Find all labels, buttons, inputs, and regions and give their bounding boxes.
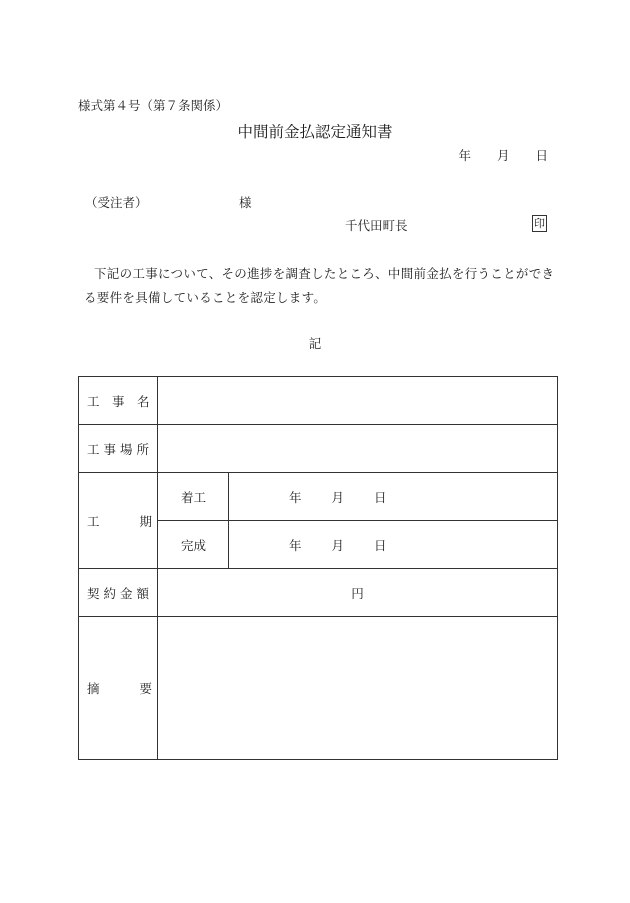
project-name-label: 工 事 名 — [79, 377, 158, 425]
table-row-project-site — [79, 425, 558, 473]
completion-day: 日 — [374, 537, 387, 553]
seal-stamp: 印 — [534, 217, 545, 230]
details-table — [78, 376, 558, 760]
start-date-field[interactable] — [229, 473, 558, 521]
issue-date-line — [458, 146, 548, 164]
start-day: 日 — [374, 489, 387, 505]
summary-label-2: 要 — [139, 681, 153, 696]
completion-date-field[interactable] — [229, 521, 558, 569]
project-site-label: 工事場所 — [79, 425, 158, 473]
ki-heading: 記 — [308, 336, 322, 351]
summary-label — [79, 617, 158, 760]
completion-year: 年 — [289, 537, 302, 553]
summary-label-1: 摘 — [87, 681, 100, 696]
recipient-label: （受注者） — [85, 195, 148, 210]
table-row-summary — [79, 617, 558, 760]
date-month-label: 月 — [496, 148, 510, 163]
table-row-start — [79, 473, 558, 521]
project-name-field[interactable] — [158, 377, 558, 425]
table-row-contract-amount — [79, 569, 558, 617]
period-label — [79, 473, 158, 569]
yen-unit: 円 — [351, 585, 364, 601]
form-number: 様式第４号（第７条関係） — [78, 98, 229, 113]
start-year: 年 — [289, 489, 302, 505]
contract-amount-label: 契約金額 — [79, 569, 158, 617]
contract-amount-field[interactable] — [158, 569, 558, 617]
date-day-label: 日 — [535, 148, 548, 163]
project-site-field[interactable] — [158, 425, 558, 473]
recipient-honorific: 様 — [239, 195, 252, 210]
start-label: 着工 — [158, 473, 229, 521]
period-label-1: 工 — [87, 513, 100, 529]
completion-month: 月 — [331, 537, 345, 553]
sender-name: 千代田町長 — [345, 218, 408, 233]
table-row-project-name — [79, 377, 558, 425]
body-text: 下記の工事について、その進捗を調査したところ、中間前金払を行うことができる要件を具備していることを認定します。 — [84, 266, 555, 305]
completion-label: 完成 — [158, 521, 229, 569]
start-month: 月 — [331, 489, 345, 505]
document-title: 中間前金払認定通知書 — [237, 123, 393, 141]
summary-field[interactable] — [158, 617, 558, 760]
period-label-2: 期 — [139, 513, 153, 529]
body-paragraph — [84, 262, 564, 310]
date-year-label: 年 — [458, 148, 471, 163]
